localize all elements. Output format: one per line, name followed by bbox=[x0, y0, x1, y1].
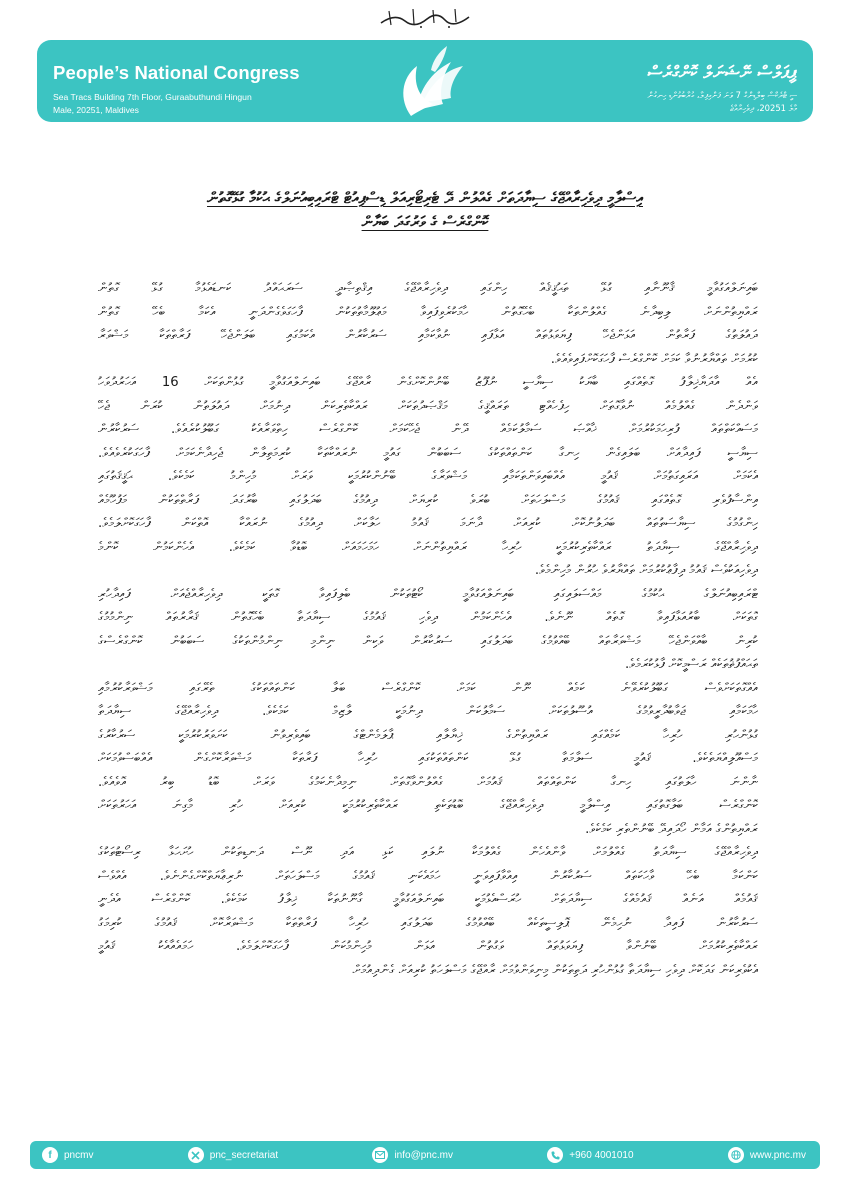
body-line: ކަންކަމާ ބެހޭ ވާހަކަތައް ސަރުކާރުން އިއްވާފައިވަނީ ހަމައެކަނި ޤައުމުގެ މަސްލަހަތަށް ނުރިޢާޔަތްކޮށްގެންނެވެ. އެއްވެސް bbox=[98, 868, 758, 884]
body-paragraph bbox=[98, 277, 758, 371]
body-line: ކުރުމަށް ތައްޔާރުނުވާ ކަމަށް ކޮންގްރެސް ފާހަގަކޮށްފައިވެއެވެ. bbox=[550, 351, 758, 367]
body-line: ކުރިން ބާއްވަންޖެހޭ މަޝްވަރާތައް ބޭއްވުމުގެ ބަދަލުގައި ސަރުކާރުން ވަކިން ނިންމި ނިންމުންތަކުގެ ސަބަބުން ކޮންގްރެސްގެ bbox=[98, 633, 758, 649]
statement-title bbox=[80, 186, 770, 234]
body-line: ރައްޔިތުންނަށް ލިބިދާނެ ގެއްލުންތަކާ ބެހޭގޮތުން ހާމަކުރެވިފައިވާ މަޢުލޫމާތުތަކުން ފާހަގަވެގެންދަނީ އެކަމާ ބެހޭ ގޮތުން bbox=[98, 304, 758, 320]
body-line: އެއްގޮތަކަށްވެސް ގަބޫލުކުރެވޭނެ ކަމެއް ނޫން ކަމަށް ކޮންގްރެސް ބަލާ ކަންތައްތަކުގެ ތެރޭގައި މަޝްވަރާކުރުމާއި bbox=[98, 680, 758, 696]
body-line: ދިވެހިއަކުވެސް ޤައުމު ދިފާޢުކުރުމަށް ތައްޔާރުވެ ހުރުން މުހިންމެވެ. bbox=[534, 563, 758, 578]
body-line: މަސައްކަތްތައް ފުރިހަމަކުރުމަށް ޚާއްޞަ ސަމާލުކަމެއް ދޭން ޖެހޭކަމަށް ކޮންގްރެސް ހިތްވަރާއެކު ގަބޫލުކުރެއެވެ. ސަރުކާރުން bbox=[98, 422, 758, 437]
body-line: ނާންނަ ހާލަތުގައި ހިނގާ ކަންތައްތައް ޤައުމަށް ގެއްލުންވާގޮތަށް ނިމިދާނެކަމުގެ ވަރަށް ބޮޑު ބިރު އޮވެއެވެ. bbox=[98, 774, 758, 790]
address-line-1-dhivehi: ސީ ޓްރެކްސް ބިލްޑިންގް 7 ވަނަ ފަންގިފިލާ، ގުރާބުތުންޑި ހިނގުން bbox=[647, 90, 797, 100]
phone-icon bbox=[547, 1147, 563, 1163]
body-line: އެކުވެރިކަން ގަދަކޮށް ދިވެހި ސިޔާދަތާ ގުޅުންހުރި ދަތިތަކުން މިނިވަންވުމަށް ރާއްޖޭގެ މަސްލަހަތު ކުރިއަށް ގެންދިއުމަށް bbox=[352, 962, 758, 978]
body-line: އިންސާފުވެރި ގޮތެއްގައި ޤައުމުގެ މަސްލަހަތަށް ބުރަވެ ކުރިޔަށް ދިއުމުގެ ބަދަލުގައި ބާރުގަދަ ފަރާތްތަކުން މަފުހޫމެއް bbox=[98, 492, 758, 508]
title-line-2: ކޮންގްރެސް ގެ ވަރުގަދަ ބަޔާން bbox=[361, 213, 489, 231]
address-line-1-english: Sea Tracs Building 7th Floor, Guraabuthundi Hingun bbox=[53, 92, 252, 102]
facebook-contact[interactable] bbox=[42, 1147, 93, 1163]
globe-icon bbox=[728, 1147, 744, 1163]
email-contact[interactable] bbox=[372, 1147, 453, 1163]
body-paragraph bbox=[98, 841, 758, 982]
body-line: ވަންދެން ގެއްލުމެއް ނުވާގޮތަށް ހިފެހެއްޓި ތަރައްޤީގެ މަޤްޞަދުތަކަށް ރައްކާތެރިކަން ދިނުމަށް ދައުލަތުން ކުރަން ޖެހޭ bbox=[98, 398, 758, 414]
contact-footer bbox=[30, 1141, 820, 1169]
body-line: ބައިނަލްއަގުވާމީ ޤާނޫނާއި ގުޅޭ ތަޙުޤީޤެއް ހިންގައި ދިވެހިރާއްޖޭގެ އިޤްތިޞާދީ ސަރަޙައްދު ކަނޑައެޅުމާ ގުޅޭ ގޮތުން bbox=[98, 281, 758, 296]
body-line: ޤައުމެއް އަނެއް ޤައުމެއްގެ ސިޔާދަތަށް ހުރަސްއެޅުމަކީ ބައިނަލްއަގުވާމީ ގާނޫނުތަކާ ޚިލާފު ކަމެކެވެ. ކޮންގްރެސް އެދެނީ bbox=[98, 892, 758, 907]
body-paragraph bbox=[98, 677, 758, 842]
x-handle: pnc_secretariat bbox=[209, 1149, 279, 1161]
facebook-handle: pncmv bbox=[64, 1149, 94, 1161]
phone-contact[interactable] bbox=[547, 1147, 633, 1163]
body-line: ގޮތަކަށް ބާރުއަޅާފައިވާ ގޮތެއް ނޫނެވެ. އެހެންކަމުން ދިވެހި ޤައުމުގެ ސިޔާދަތާ ބެހޭގޮތުން ޤަރާރުތައް ނިންމުމުގެ bbox=[98, 610, 758, 625]
english-address-block bbox=[53, 62, 300, 117]
body-line: ދައުލަތުގެ ފަރާތުން އަޅަންޖެހޭ ފިޔަވަޅުތައް އަޅާފައި ނުވާކަމާއި ސަރުކާރުން އެކަމުގައި ބަލަންޖެހޭ ފަރާތްތަކާ މަޝްވަރާ bbox=[98, 328, 758, 343]
website-contact[interactable] bbox=[728, 1147, 806, 1163]
bismillah-calligraphy bbox=[0, 4, 849, 32]
body-line: އެކަމަށް އަރައިގަތުމަށް ޤައުމީ އެއްބައިވަންތަކަމާއި މަޝްވަރާގެ ބޭނުންކުރުމަކީ ވަރަށް މުހިންމު ކަމެކެވެ. ޙަޤީޤަތުގައި bbox=[98, 469, 758, 484]
party-name-english: People’s National Congress bbox=[53, 62, 300, 83]
body-line: ދިވެހިރާއްޖޭގެ ސިޔާދަތު ގެއްލުމަށް ވާންއެހެން ގެއްލުމަކާ ނުލައި ކަޅި އަދި ނޫސް ދަނޑިތަކުން ހުށަހަޅާ ރިސޯޓުތަކުގެ bbox=[98, 845, 758, 860]
body-paragraph bbox=[98, 583, 758, 677]
body-line: ސަރުކާރުން ފައިދާ ނުހިމެނޭ ޕޮލިސީތަކެއް ބޭއްވުމުގެ ބަދަލުގައި ހުރިހާ ފަރާތްތަކާ މަޝްވަރާކޮށް ޤައުމުގެ ކުރިމަގު bbox=[98, 915, 758, 931]
body-line: އެއް އާދަޔާޚިލާފު ގޮތެއްގައި ބާޔަކު ސިޔާސީ ނުފޫޒު ބޭނުންކޮށްގެން ރާއްޖޭގެ ބައިނަލްއަގުވާމީ ގުޅުންތަކަށް 16 އަހަރުދުވަހު bbox=[98, 375, 758, 390]
statement-body bbox=[98, 277, 758, 982]
body-line: ގުޅުންހުރި ހުރިހާ ކަމެއްގައި ރައްޔިތުންގެ ޚިޔާލާއި ޕާލަމެންޓްގެ ބައިވެރިވުން ކަށަވަރުކުރުމަކީ ސަރުކާރުގެ bbox=[98, 727, 758, 743]
party-name-dhivehi: ޕީޕަލްސް ނޭޝަނަލް ކޮންގްރެސް bbox=[647, 63, 797, 83]
email-icon bbox=[372, 1147, 388, 1163]
body-line: ދިވެހިރާއްޖޭގެ ސިޔާދަތު ރައްކާތެރިކުރުމަކީ ހުރިހާ ރައްޔިތުންނަށް ހަމަހަމައަށް ބޮޑުވާ ކަމެކެވެ. އެހެންކަމުން ކޮންމެ bbox=[98, 539, 758, 555]
dhivehi-address-block bbox=[647, 63, 797, 115]
body-line: ހާމަކަމާއި ޖަވާބުދާރީވުމުގެ އުސޫލުތަކަށް ސަމާލުކަން ދިނުމަކީ ލާޒިމް ކަމެކެވެ. ދިވެހިރާއްޖޭގެ ސިޔާދަތާ bbox=[98, 704, 758, 719]
body-line: ސިޔާސީ ފައިދާއަށް ބަލައިގެން ހިނގާ ކަންތައްތަކުގެ ސަބަބުން ގައުމީ ނުރައްކާތަކާ ކުރިމަތިލާން ޖެހިދާނެކަމަށް ފާހަގަކުރެވެއެވެ. bbox=[98, 445, 758, 461]
email-address: info@pnc.mv bbox=[394, 1149, 453, 1161]
website-url: www.pnc.mv bbox=[749, 1149, 806, 1161]
address-line-2-dhivehi: މާލެ 20251، ދިވެހިރާއްޖެ bbox=[729, 103, 797, 113]
letterhead-banner bbox=[37, 40, 813, 122]
facebook-icon: f bbox=[42, 1147, 58, 1163]
body-line: ޓްރައިބިއުނަލްގެ ޙުކުމުގެ މައްސަލައިގައި ބައިނަލްއަގުވާމީ ކޯޓުތަކުން ބެލިފައިވާ ގޮތަކީ ދިވެހިރާއްޖެއަށް ފައިދާހުރި bbox=[98, 586, 758, 602]
phone-number: +960 4001010 bbox=[569, 1149, 634, 1161]
body-line: މަސްއޫލިއްޔަތެކެވެ. ޤައުމީ ސަލާމަތާ ގުޅޭ ކަންތައްތަކުގައި ހުރިހާ ފަރާތަކާ މަޝްވަރާކޮށްގެން އެއްބަސްވުމަކަށް bbox=[98, 751, 758, 766]
body-line: ކޮންގްރެސް ބަލާގޮތުގައި އިސްލާމީ ދިވެހިރާއްޖޭގެ ބޮޑުތަކެތި ރައްކާތެރިކުރުމަކީ ކުރިއަށް ހުރި މާގިނަ އަހަރުތަކަށް bbox=[98, 798, 758, 813]
address-line-2-english: Male, 20251, Maldives bbox=[53, 105, 139, 115]
x-logo-icon bbox=[188, 1147, 204, 1163]
x-contact[interactable] bbox=[188, 1147, 278, 1163]
title-line-1: އިސްލާމީ ދިވެހިރާއްޖޭގެ ސިޔާދަތަށް ގެއްލުން ދޭ ޓެރިޓޯރިއަލް ޑިސްޕިއުޓް ޓްރައިބިއުނަލްގެ ޙުކުމާ ގުޅޭގޮތުން bbox=[207, 189, 643, 207]
body-line: ރައްޔިތުންގެ އަމާން ހޯދައިދޭ ބޭނުންތެރި ކަމެކެވެ. bbox=[585, 821, 758, 837]
body-paragraph bbox=[98, 371, 758, 583]
bismillah-calligraphy-image bbox=[375, 5, 475, 31]
body-line: ހިންގުމުގެ ސިޔާސަތުތައް ބަދަލުނުކޮށް ކުރިއަށް ދާނަމަ ޤައުމު ހަލާކަށް ދިއުމުގެ ނުރައްކާ އޮތްކަން ފާހަގަކޮށްލަމެވެ. bbox=[98, 516, 758, 531]
body-line: ރައްކާތެރިކުރުމަށް ބޭނުންވާ ފިޔަވަޅުތައް ވަގުތުން އަޅަން މުހިންމުކަން ފާހަގަކޮށްލަމެވެ. ހަމައެއާއެކު ޤައުމީ bbox=[98, 939, 758, 954]
body-line: ތަޙައްފުޡުތަކެއް ރަސްމީކޮށް ފާޅުކުރަމެވެ. bbox=[624, 657, 758, 672]
pnc-feather-logo-icon bbox=[377, 40, 473, 122]
